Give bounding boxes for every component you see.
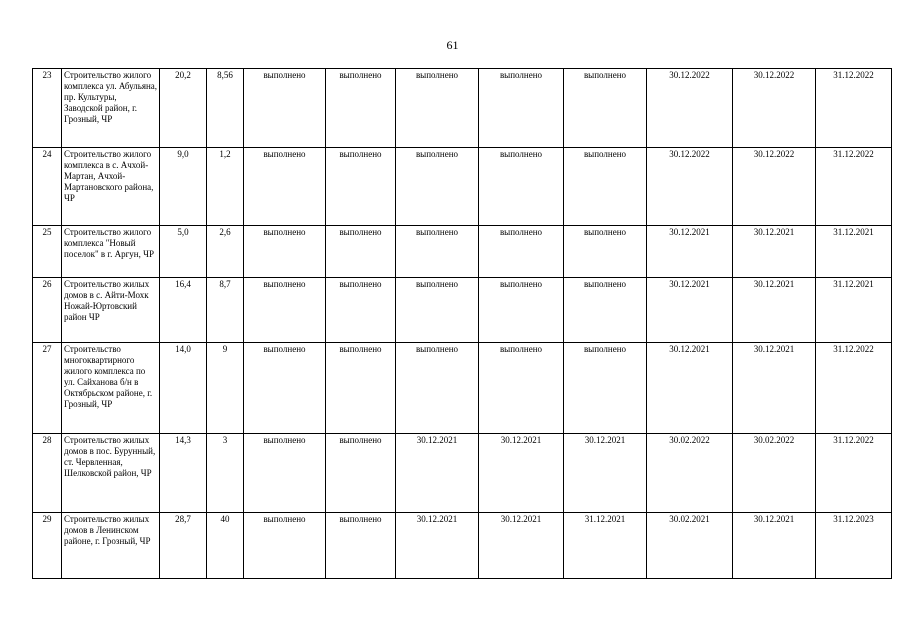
date-1: 30.02.2022 (647, 434, 733, 513)
date-3: 31.12.2022 (816, 69, 892, 148)
date-1: 30.02.2021 (647, 513, 733, 579)
stage-3: 30.12.2021 (396, 434, 479, 513)
object-name: Строительство жилых домов в Ленинском районе, г. Грозный, ЧР (62, 513, 160, 579)
stage-4: 30.12.2021 (479, 434, 564, 513)
value-2: 1,2 (207, 148, 244, 226)
stage-3: выполнено (396, 226, 479, 278)
row-number: 27 (33, 343, 62, 434)
stage-2: выполнено (326, 69, 396, 148)
stage-2: выполнено (326, 513, 396, 579)
date-3: 31.12.2022 (816, 434, 892, 513)
date-1: 30.12.2022 (647, 148, 733, 226)
date-2: 30.12.2021 (733, 226, 816, 278)
table-row (33, 278, 892, 343)
date-1: 30.12.2021 (647, 226, 733, 278)
date-3: 31.12.2022 (816, 343, 892, 434)
stage-1: выполнено (244, 434, 326, 513)
stage-4: выполнено (479, 69, 564, 148)
value-1: 5,0 (160, 226, 207, 278)
object-name: Строительство жилых домов в с. Айти-Мохк Ножай-Юртовский район ЧР (62, 278, 160, 343)
schedule-table (32, 68, 892, 579)
value-2: 8,56 (207, 69, 244, 148)
table-row (33, 343, 892, 434)
date-2: 30.12.2021 (733, 513, 816, 579)
date-2: 30.12.2022 (733, 148, 816, 226)
table-row (33, 513, 892, 579)
stage-3: выполнено (396, 343, 479, 434)
stage-1: выполнено (244, 69, 326, 148)
table-row (33, 148, 892, 226)
stage-4: выполнено (479, 343, 564, 434)
stage-3: выполнено (396, 69, 479, 148)
stage-5: 31.12.2021 (564, 513, 647, 579)
date-2: 30.12.2021 (733, 343, 816, 434)
value-2: 8,7 (207, 278, 244, 343)
value-1: 20,2 (160, 69, 207, 148)
row-number: 24 (33, 148, 62, 226)
stage-1: выполнено (244, 148, 326, 226)
value-1: 14,0 (160, 343, 207, 434)
date-3: 31.12.2021 (816, 278, 892, 343)
date-2: 30.02.2022 (733, 434, 816, 513)
stage-1: выполнено (244, 278, 326, 343)
stage-5: выполнено (564, 226, 647, 278)
object-name: Строительство многоквартирного жилого комплекса по ул. Сайханова б/н в Октябрьском районе, г. Грозный, ЧР (62, 343, 160, 434)
stage-1: выполнено (244, 226, 326, 278)
stage-5: 30.12.2021 (564, 434, 647, 513)
table-row (33, 226, 892, 278)
stage-2: выполнено (326, 434, 396, 513)
date-1: 30.12.2022 (647, 69, 733, 148)
value-1: 9,0 (160, 148, 207, 226)
stage-3: выполнено (396, 278, 479, 343)
stage-2: выполнено (326, 278, 396, 343)
stage-5: выполнено (564, 148, 647, 226)
stage-3: выполнено (396, 148, 479, 226)
date-3: 31.12.2021 (816, 226, 892, 278)
table-row (33, 69, 892, 148)
stage-4: 30.12.2021 (479, 513, 564, 579)
object-name: Строительство жилых домов в пос. Бурунный, ст. Червленная, Шелковской район, ЧР (62, 434, 160, 513)
object-name: Строительство жилого комплекса ул. Абульяна, пр. Культуры, Заводской район, г. Грозный, ЧР (62, 69, 160, 148)
date-1: 30.12.2021 (647, 278, 733, 343)
date-1: 30.12.2021 (647, 343, 733, 434)
stage-4: выполнено (479, 148, 564, 226)
row-number: 25 (33, 226, 62, 278)
table-row (33, 434, 892, 513)
value-2: 3 (207, 434, 244, 513)
object-name: Строительство жилого комплекса в с. Ачхой-Мартан, Ачхой-Мартановского района, ЧР (62, 148, 160, 226)
value-1: 14,3 (160, 434, 207, 513)
stage-5: выполнено (564, 343, 647, 434)
stage-1: выполнено (244, 513, 326, 579)
value-1: 16,4 (160, 278, 207, 343)
row-number: 29 (33, 513, 62, 579)
value-2: 9 (207, 343, 244, 434)
date-2: 30.12.2021 (733, 278, 816, 343)
stage-3: 30.12.2021 (396, 513, 479, 579)
stage-1: выполнено (244, 343, 326, 434)
row-number: 26 (33, 278, 62, 343)
row-number: 28 (33, 434, 62, 513)
object-name: Строительство жилого комплекса "Новый поселок" в г. Аргун, ЧР (62, 226, 160, 278)
value-2: 2,6 (207, 226, 244, 278)
stage-2: выполнено (326, 226, 396, 278)
date-2: 30.12.2022 (733, 69, 816, 148)
stage-5: выполнено (564, 278, 647, 343)
value-2: 40 (207, 513, 244, 579)
stage-4: выполнено (479, 278, 564, 343)
stage-4: выполнено (479, 226, 564, 278)
stage-2: выполнено (326, 343, 396, 434)
date-3: 31.12.2023 (816, 513, 892, 579)
stage-2: выполнено (326, 148, 396, 226)
row-number: 23 (33, 69, 62, 148)
stage-5: выполнено (564, 69, 647, 148)
date-3: 31.12.2022 (816, 148, 892, 226)
value-1: 28,7 (160, 513, 207, 579)
page-number: 61 (446, 38, 459, 52)
